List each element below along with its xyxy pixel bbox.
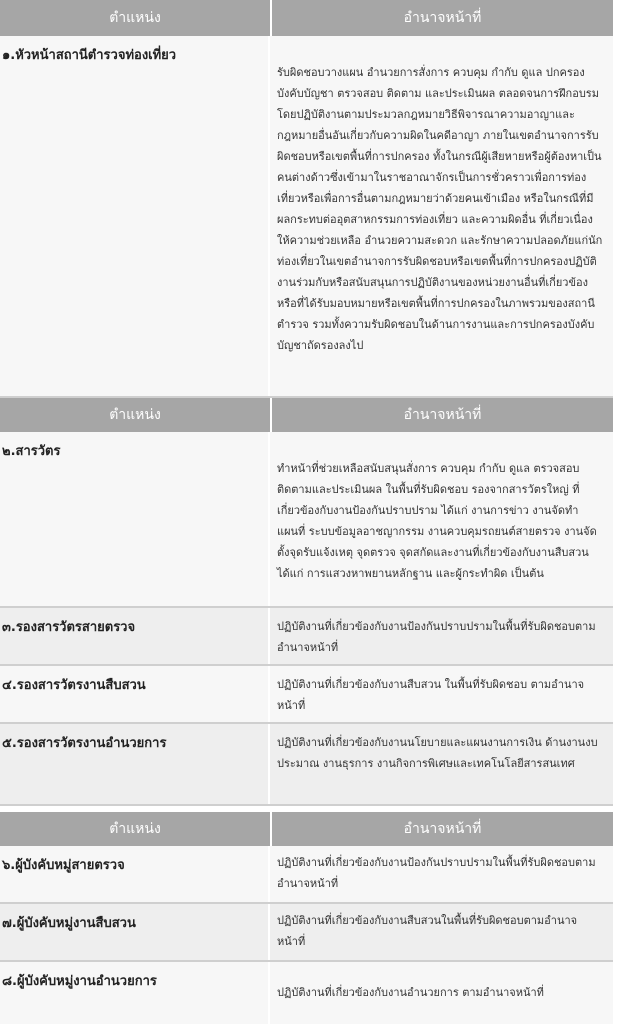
table-row (0, 962, 613, 1024)
duty-column-header: อำนาจหน้าที่ (403, 10, 482, 26)
duty-column-header: อำนาจหน้าที่ (403, 407, 482, 423)
table-row (0, 724, 613, 806)
position-cell: ๑.หัวหน้าสถานีตำรวจท่องเที่ยว (0, 36, 270, 396)
duty-cell: ทำหน้าที่ช่วยเหลือสนับสนุนสั่งการ ควบคุม กำกับ ดูแล ตรวจสอบติดตามและประเมินผล ในพื้นที่รับผิดชอบ รองจากสารวัตรใหญ่ ที่เกี่ยวข้องกับงานป้องกันปราบปราม ได้แก่ งานการข่าว งานจัดทำแผนที่ ระบบข้อมูลอาชญากรรม งานควบคุมรถยนต์สายตรวจ งานจัดตั้งจุดรับแจ้งเหตุ จุดตรวจ จุดสกัดและงานที่เกี่ยวข้องกับงานสืบสวน ได้แก่ การแสวงหาพยานหลักฐาน และผู้กระทำผิด เป็นต้น (277, 462, 597, 580)
position-cell: ๓.รองสารวัตรสายตรวจ (0, 608, 270, 664)
duty-cell: ปฏิบัติงานที่เกี่ยวข้องกับงานป้องกันปราบปรามในพื้นที่รับผิดชอบตามอำนาจหน้าที่ (277, 856, 596, 890)
position-column-header: ตำแหน่ง (0, 398, 272, 432)
duty-cell: ปฏิบัติงานที่เกี่ยวข้องกับงานอำนวยการ ตามอำนาจหน้าที่ (277, 986, 544, 999)
duty-cell: ปฏิบัติงานที่เกี่ยวข้องกับงานสืบสวน ในพื้นที่รับผิดชอบ ตามอำนาจหน้าที่ (277, 678, 585, 712)
table-row (0, 608, 613, 666)
duty-cell: ปฏิบัติงานที่เกี่ยวข้องกับงานสืบสวนในพื้นที่รับผิดชอบตามอำนาจหน้าที่ (277, 914, 578, 948)
table-row (0, 36, 613, 398)
table-header (0, 0, 613, 36)
duty-cell: ปฏิบัติงานที่เกี่ยวข้องกับงานป้องกันปราบปรามในพื้นที่รับผิดชอบตามอำนาจหน้าที่ (277, 620, 596, 654)
table-row (0, 846, 613, 904)
duty-column-header: อำนาจหน้าที่ (403, 821, 482, 837)
position-cell: ๗.ผู้บังคับหมู่งานสืบสวน (0, 904, 270, 960)
table-row (0, 432, 613, 608)
position-cell: ๖.ผู้บังคับหมู่สายตรวจ (0, 846, 270, 902)
position-cell: ๒.สารวัตร (0, 432, 270, 606)
position-cell: ๔.รองสารวัตรงานสืบสวน (0, 666, 270, 722)
table-header (0, 812, 613, 846)
position-cell: ๕.รองสารวัตรงานอำนวยการ (0, 724, 270, 804)
table-row (0, 904, 613, 962)
duty-cell: ปฏิบัติงานที่เกี่ยวข้องกับงานนโยบายและแผนงานการเงิน ด้านงานงบประมาณ งานธุรการ งานกิจการพิเศษและเทคโนโลยีสารสนเทศ (277, 736, 598, 770)
position-column-header: ตำแหน่ง (0, 812, 272, 846)
position-column-header: ตำแหน่ง (0, 0, 272, 36)
table-row (0, 666, 613, 724)
duty-cell: รับผิดชอบวางแผน อำนวยการสั่งการ ควบคุม กำกับ ดูแล ปกครองบังคับบัญชา ตรวจสอบ ติดตาม และประเมินผล ตลอดจนการฝึกอบรม โดยปฏิบัติงานตามประมวลกฎหมายวิธีพิจารณาความอาญาและกฎหมายอื่นอันเกี่ยวกับความผิดในคดีอาญา ภายในเขตอำนาจการรับผิดชอบหรือเขตพื้นที่การปกครอง ทั้งในกรณีผู้เสียหายหรือผู้ต้องหาเป็นคนต่างด้าวซึ่งเข้ามาในราชอาณาจักรเป็นการชั่วคราวเพื่อการท่องเที่ยวหรือเพื่อการอื่นตามกฎหมายว่าด้วยคนเข้าเมือง หรือในกรณีที่มีผลกระทบต่ออุตสาหกรรมการท่องเที่ยว และความผิดอื่น ที่เกี่ยวเนื่อง ให้ความช่วยเหลือ อำนวยความสะดวก และรักษาความปลอดภัยแก่นักท่องเที่ยวในเขตอำนาจการรับผิดชอบหรือเขตพื้นที่การปกครองปฏิบัติงานร่วมกับหรือสนับสนุนการปฏิบัติงานของหน่วยงานอื่นที่เกี่ยวข้องหรือที่ได้รับมอบหมายหรือเขตพื้นที่การปกครองในภาพรวมของสถานีตำรวจ รวมทั้งความรับผิดชอบในด้านการงานและการปกครองบังคับบัญชาถัดรองลงไป (277, 66, 603, 352)
table-header (0, 398, 613, 432)
position-cell: ๘.ผู้บังคับหมู่งานอำนวยการ (0, 962, 270, 1024)
